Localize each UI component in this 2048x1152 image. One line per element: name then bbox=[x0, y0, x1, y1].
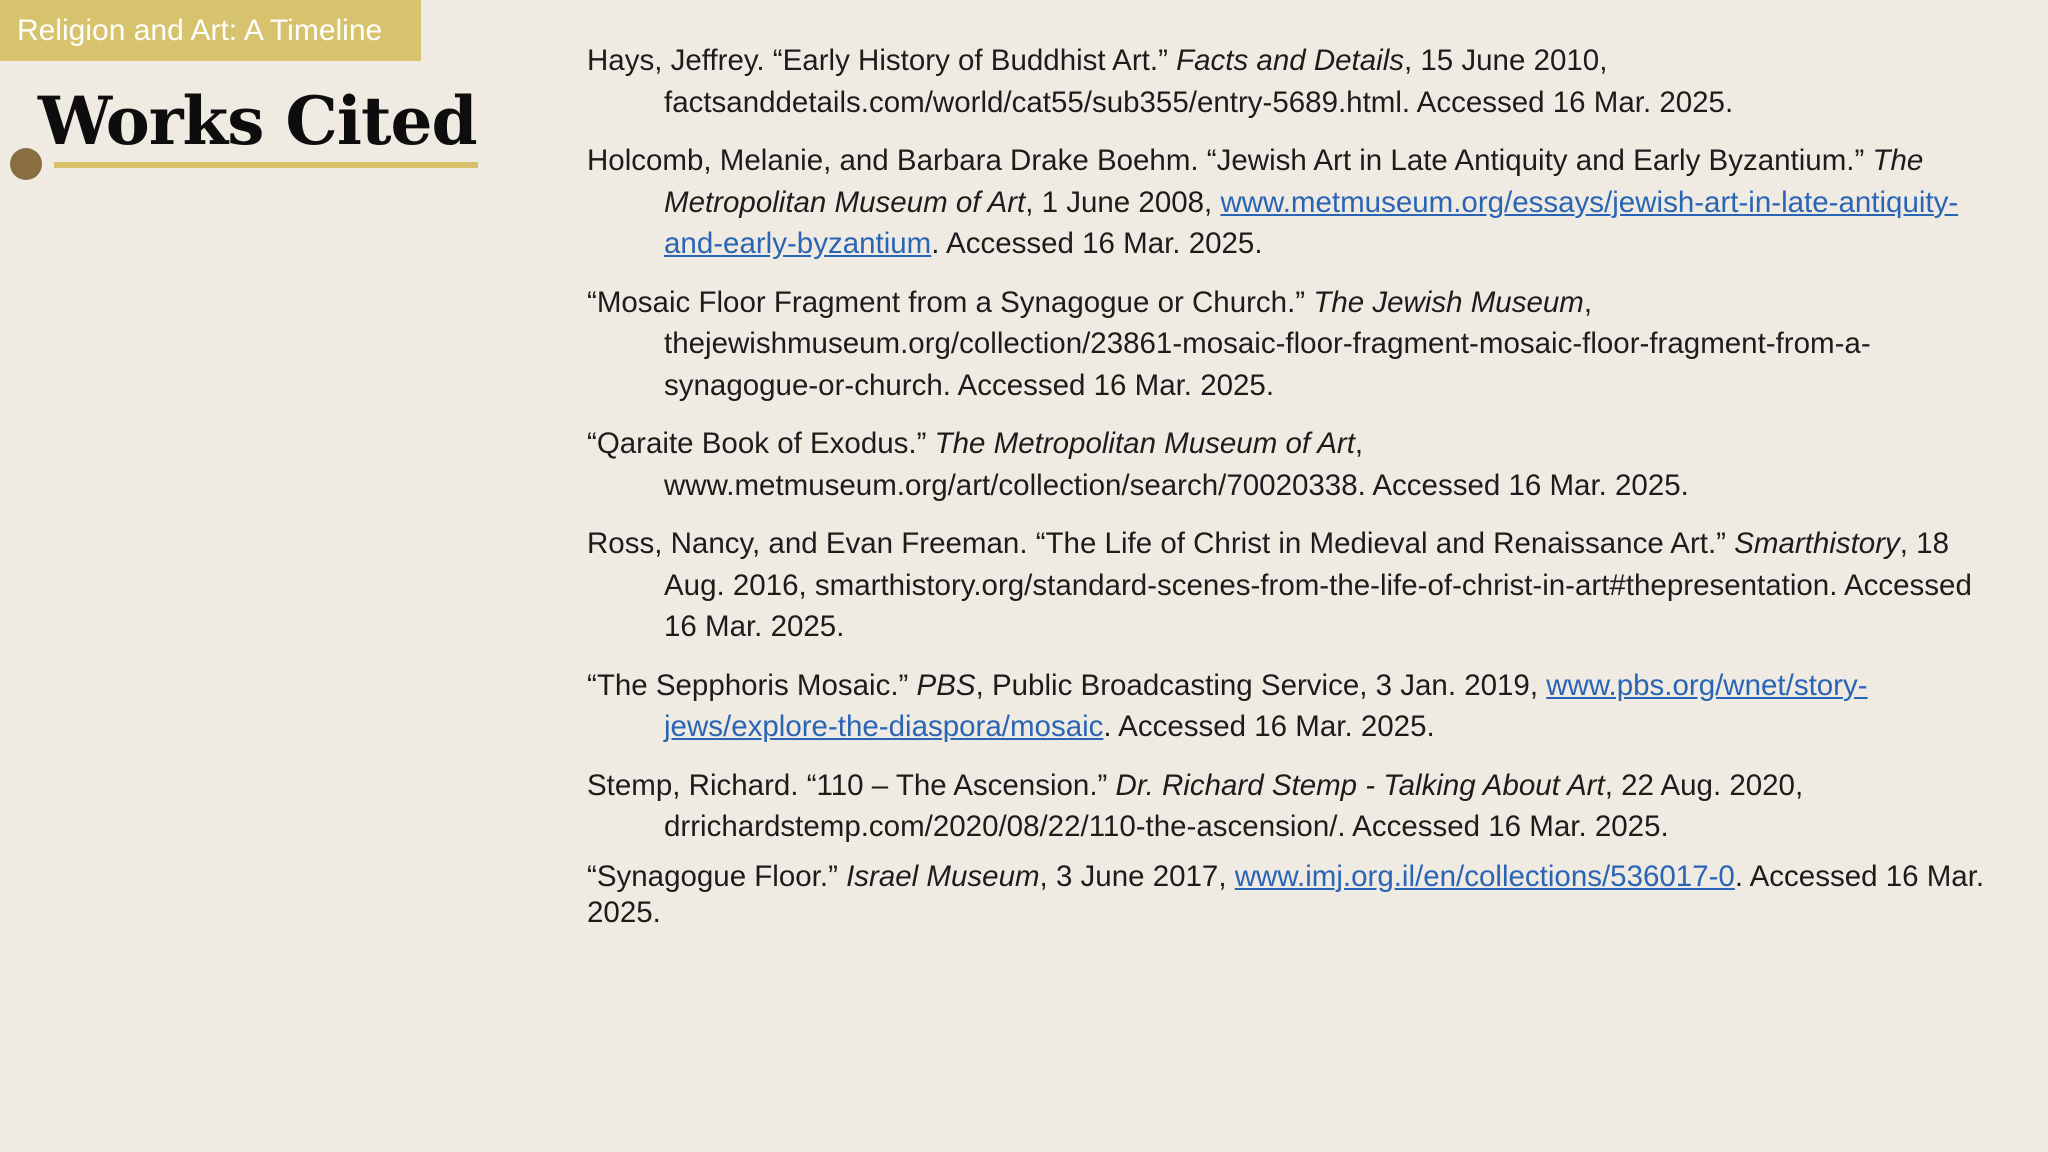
citation-source: The Jewish Museum bbox=[1313, 285, 1584, 319]
citation-text: “Qaraite Book of Exodus.” bbox=[587, 427, 935, 460]
citation-entry bbox=[587, 423, 1997, 506]
citation-text: “The Sepphoris Mosaic.” bbox=[587, 668, 917, 702]
citation-details: , www.metmuseum.org/art/collection/search/70020338. Accessed 16 Mar. 2025. bbox=[664, 427, 1689, 502]
citation-details: , 18 Aug. 2016, smarthistory.org/standard-scenes-from-the-life-of-christ-in-art#thepresentation. Accessed 16 Mar. 2025. bbox=[664, 527, 1972, 643]
citation-text: Ross, Nancy, and Evan Freeman. “The Life of Christ in Medieval and Renaissance Art.” bbox=[587, 527, 1735, 560]
citation-accessed: . Accessed 16 Mar. 2025. bbox=[1103, 710, 1435, 743]
citation-details: , 3 June 2017, bbox=[1039, 859, 1235, 893]
course-tag: Religion and Art: A Timeline bbox=[0, 0, 421, 61]
page-title: Works Cited bbox=[38, 82, 477, 160]
citation-details: , 1 June 2008, bbox=[1025, 185, 1221, 219]
citation-accessed: . Accessed 16 Mar. 2025. bbox=[587, 859, 1985, 929]
title-underline bbox=[54, 162, 478, 168]
citation-details: , thejewishmuseum.org/collection/23861-mosaic-floor-fragment-mosaic-floor-fragment-from-a-synagogue-or-church. Accessed 16 Mar. 2025. bbox=[664, 285, 1871, 402]
citation-source: The Metropolitan Museum of Art bbox=[664, 144, 1924, 219]
citation-entry bbox=[587, 859, 1997, 931]
citation-details: , 15 June 2010, factsanddetails.com/world/cat55/sub355/entry-5689.html. Accessed 16 Mar. 2025. bbox=[664, 44, 1734, 119]
works-cited-list bbox=[587, 40, 1997, 948]
citation-link[interactable]: www.pbs.org/wnet/story-jews/explore-the-diaspora/mosaic bbox=[664, 668, 1868, 743]
citation-source: PBS bbox=[916, 668, 976, 702]
citation-entry bbox=[587, 282, 1997, 407]
citation-entry bbox=[587, 523, 1997, 648]
citation-source: Dr. Richard Stemp - Talking About Art bbox=[1115, 768, 1605, 802]
citation-entry bbox=[587, 40, 1997, 123]
title-bullet-dot bbox=[10, 148, 42, 180]
citation-link[interactable]: www.metmuseum.org/essays/jewish-art-in-late-antiquity-and-early-byzantium bbox=[664, 185, 1959, 260]
citation-details: , 22 Aug. 2020, drrichardstemp.com/2020/08/22/110-the-ascension/. Accessed 16 Mar. 2025. bbox=[664, 768, 1804, 843]
citation-entry bbox=[587, 765, 1997, 848]
citation-text: “Synagogue Floor.” bbox=[587, 859, 847, 893]
citation-text: Holcomb, Melanie, and Barbara Drake Boehm. “Jewish Art in Late Antiquity and Early Byzantium.” bbox=[587, 144, 1873, 177]
citation-source: Facts and Details bbox=[1176, 44, 1404, 77]
citation-source: Israel Museum bbox=[846, 859, 1040, 893]
citation-source: The Metropolitan Museum of Art bbox=[934, 427, 1355, 460]
citation-text: “Mosaic Floor Fragment from a Synagogue or Church.” bbox=[587, 285, 1314, 319]
citation-text: Hays, Jeffrey. “Early History of Buddhist Art.” bbox=[587, 44, 1177, 77]
citation-source: Smarthistory bbox=[1734, 527, 1900, 560]
citation-details: , Public Broadcasting Service, 3 Jan. 2019, bbox=[975, 668, 1547, 702]
citation-link[interactable]: www.imj.org.il/en/collections/536017-0 bbox=[1234, 859, 1735, 893]
citation-text: Stemp, Richard. “110 – The Ascension.” bbox=[587, 768, 1116, 802]
citation-entry bbox=[587, 140, 1997, 265]
citation-accessed: . Accessed 16 Mar. 2025. bbox=[931, 227, 1263, 260]
citation-entry bbox=[587, 665, 1997, 748]
